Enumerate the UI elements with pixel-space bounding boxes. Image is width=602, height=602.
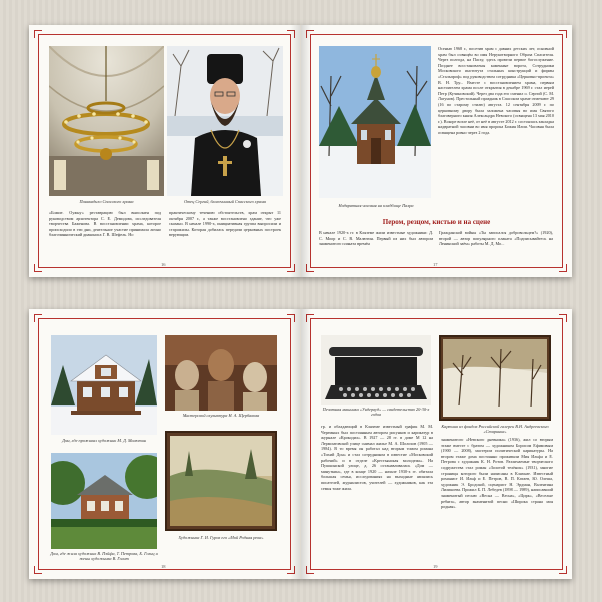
body-text-column: практическому течению обстоятельств, храм открыт 11 октября 2007 г., а также восстановлено здание, что уже сказано. В начале 1990-х, инициативная группа выпросили и старожилы. Которая добилась передачи церковных построек верующим. — [169, 210, 281, 238]
frame-corner — [34, 30, 42, 38]
frame-corner — [306, 30, 314, 38]
page-19 — [301, 309, 572, 579]
photo-caption: Печатная машинка «Ундервуд» — свидетельство 20-30-х годов — [322, 407, 430, 418]
frame-corner — [287, 30, 295, 38]
body-text-column: Гражданской войны «Ты записался добровольцем?» (1920), второй — автор популярного плаката «Подписывайтесь на Ленинский заём» работы М. Д. Мо... — [439, 230, 553, 247]
body-text-column: знаменитого «Невского дневника» (1936), жил со вторым этаже вместе с братом — художником Борисом Ефимовым (1900 — 2008), мастером политической карикатуры. На втором этаже дома постоянно проживали Мия Ильфа и Е. Петрова с художник К. Н. Ротов. Различаемые творческого содружества стал роман «Золотой телёнок» (1931), многие страницы которого были написаны в Клязьме. Известный романист И. Ильф и Е. Петров, В. П. Катаев, Ю. Олеша, художник Э. Бродской, сценарист Н. Эрдман, Валентина Лиликоева. Прожил Б. П. Лебедев (1898 — 1989), написавший знаменитый песню «Весна — Весна», «Цирк», «Веселые ребята», автор знаменитой песни «Широка страна моя родная». — [441, 437, 553, 510]
photo-caption: Художника Г. И. Гуров его «Мой Родная река» — [178, 535, 264, 540]
summer-house-photo — [51, 453, 157, 549]
frame-corner — [34, 566, 42, 574]
page-number: 18 — [161, 564, 166, 569]
photo-caption: Паникадило Спасского храма — [79, 199, 134, 204]
page-number: 17 — [433, 262, 438, 267]
body-text-column: Осенью 1968 г., посетив храм с давних детских лет, основной храм был освящён во имя Нерукотворного Образа Спасителя. Через полгода, на Пасху, здесь провели первое богослужение. Позднее восстановлены каменные ворота, Сотрудники Московского института стальных конструкций и фирмы «Стальпроф» под руководством сотрудника «Церковно-проекта» В. Н. Тру... Вместе с восстановлением храма, первым настоятелем храма после открытия в декабре 1969 г. стал иерей Петр (Кучиновский). Через два года его сменил о. Сергий (С. М. Лагунов). Престольный праздник в Спасском храме отмечают 29 (16 по старому стилю) августа. 12 сентября 2009 г. по церковному двору была заложена часовня во имя Святого благоверного князя Александра Невского (освящена 13 мая 2010 г.). Вскоре возле неё, от неё в августе 2012 г. состоялась закладка надвратной часовни во имя пророка Божия Илии. Часовня была освящена ровно через 2 года. — [438, 46, 554, 135]
frame-corner — [559, 30, 567, 38]
frame-corner — [306, 314, 314, 322]
frame-corner — [306, 566, 314, 574]
chapel-photo — [319, 46, 431, 198]
painting-photo — [165, 431, 277, 531]
section-heading: Пером, резцом, кистью и на сцене — [382, 218, 491, 226]
priest-portrait-photo — [167, 46, 283, 196]
page-17 — [301, 25, 572, 277]
photo-caption: Надвратная часовня на кладбище Пахра — [338, 203, 414, 208]
winter-painting-photo — [439, 335, 551, 421]
frame-corner — [559, 264, 567, 272]
page-18 — [29, 309, 300, 579]
photo-caption: Мастерской скульптура Н. А. Щербакова — [182, 413, 260, 418]
photo-caption: Отец Сергий, благочинный Спасского храма — [184, 199, 266, 204]
frame-corner — [287, 314, 295, 322]
frame-corner — [287, 566, 295, 574]
typewriter-photo — [321, 335, 431, 405]
frame-corner — [34, 264, 42, 272]
chandelier-photo — [49, 46, 164, 196]
frame-corner — [34, 314, 42, 322]
photo-caption: Картина из фондов Российской галереи В.Н. Андреевского «Старинка» — [441, 424, 549, 435]
page-number: 16 — [161, 262, 166, 267]
body-text-column: В начале 1920-х гг. в Кляземе жили известные художники: Д. С. Моор и С. В. Малютин. Первый из них был автором знаменитого плаката времён — [319, 230, 433, 247]
frame-corner — [559, 566, 567, 574]
frame-corner — [559, 314, 567, 322]
frame-corner — [306, 264, 314, 272]
photo-caption: Дом, где жила художник В. Пэйфа, Т. Петрова, Б. Голиц и жены художника В. Голит — [50, 551, 158, 562]
page-number: 19 — [433, 564, 438, 569]
body-text-column: «Божие. Оужну» реставрацию был выполнен под руководством архитектора С. Е. Демидова, исследователя творчества Баженова. В восстановлении храма, которое происходило в эти дни, деятельное участие принимала лично благочиннический диакониса Г. В. Шефель. Но — [49, 210, 161, 238]
page-16 — [29, 25, 300, 277]
book-spread-bottom — [29, 309, 572, 579]
snowy-house-photo — [51, 335, 157, 435]
body-text-column: гр. и обладающий в Кляземе известный график М. М. Черемных был постоянным автором рисунков и карикатур в журнале «Крокодил». В 1927 — 28 гг. в доме М 12 на Лермонтовской улице снимал жилье М. А. Шолохов (1905 — 1984). В то время он работал над вторым томом романа «Тихий Дон» и стал сотрудником в известие «Московский рабочий» и в отделе «Крестьянская молодежь». На Пушкинской улице, д. 26 останавливалась «Дом — минуткин», где в конце 1920 — начале 1930-х гг. обитала большая семья, исследованиях на выходные являлись писателей, журналистов, учителей — художников, как эта семья тоже жила. — [321, 424, 433, 491]
frame-corner — [287, 264, 295, 272]
sculpture-studio-photo — [165, 335, 277, 411]
photo-caption: Дом, где проживал художник М. Д. Малютин — [62, 438, 146, 443]
book-spread-top — [29, 25, 572, 277]
